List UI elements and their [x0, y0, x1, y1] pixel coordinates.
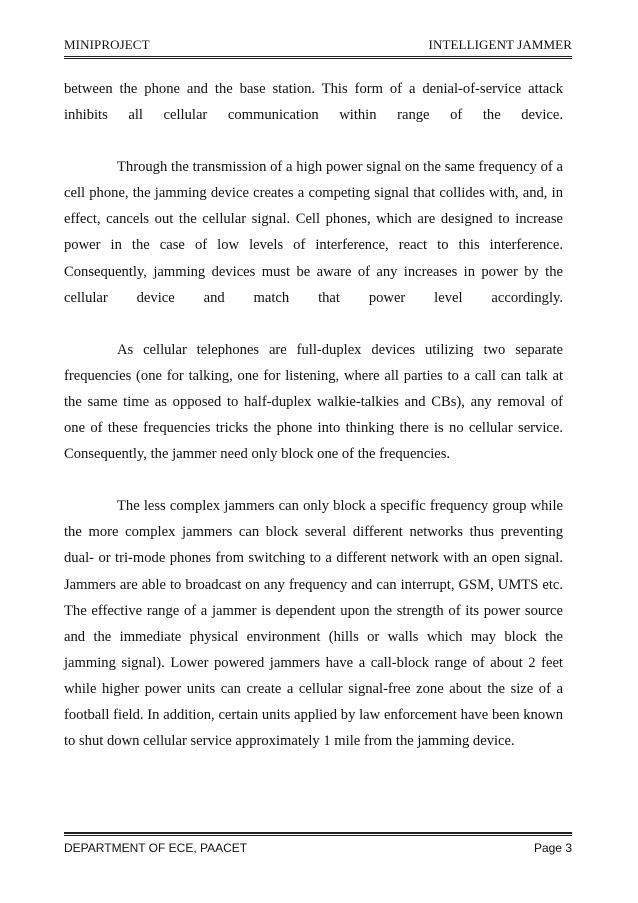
paragraph-transmission: Through the transmission of a high power signal on the same frequency of a cell phone, the jamming device creates a competing signal that collides with, and, in effect, cancels out the cellular signal. Cell phones, which are designed to increase power in the case of low levels of interference, react to this interference. Consequently, jamming devices must be aware of any increases in power by the cellular device and match that power level accordingly. — [64, 159, 563, 306]
page-footer — [64, 840, 572, 860]
footer-page-number: Page 3 — [533, 841, 572, 855]
footer-divider — [64, 832, 572, 836]
paragraph-jammer-complexity: The less complex jammers can only block a specific frequency group while the more complex jammers can block several different networks thus preventing dual- or tri-mode phones from switching to a different network with an open signal. Jammers are able to broadcast on any frequency and can interrupt, GSM, UMTS etc. The effective range of a jammer is dependent upon the strength of its power source and the immediate physical environment (hills or walls which may block the jamming signal). Lower powered jammers have a call-block range of about 2 feet while higher power units can create a cellular signal-free zone about the size of a football field. In addition, certain units applied by law enforcement have been known to shut down cellular service approximately 1 mile from the jamming device. — [64, 498, 563, 750]
paragraph-full-duplex: As cellular telephones are full-duplex devices utilizing two separate frequencies (one for talking, one for listening, where all parties to a call can talk at the same time as opposed to half-duplex walkie-talkies and CBs), any removal of one of these frequencies tricks the phone into thinking there is no cellular service. Consequently, the jammer need only block one of the frequencies. — [64, 341, 563, 463]
footer-department: DEPARTMENT OF ECE, PAACET — [64, 841, 248, 855]
header-divider — [64, 56, 572, 59]
header-project-label: MINIPROJECT — [64, 37, 150, 52]
paragraph-continuation: between the phone and the base station. This form of a denial-of-service attack inhibits all cellular communication within range of the device. — [64, 81, 563, 124]
page-header — [64, 36, 572, 56]
header-title: INTELLIGENT JAMMER — [428, 37, 572, 52]
document-body — [64, 76, 563, 754]
